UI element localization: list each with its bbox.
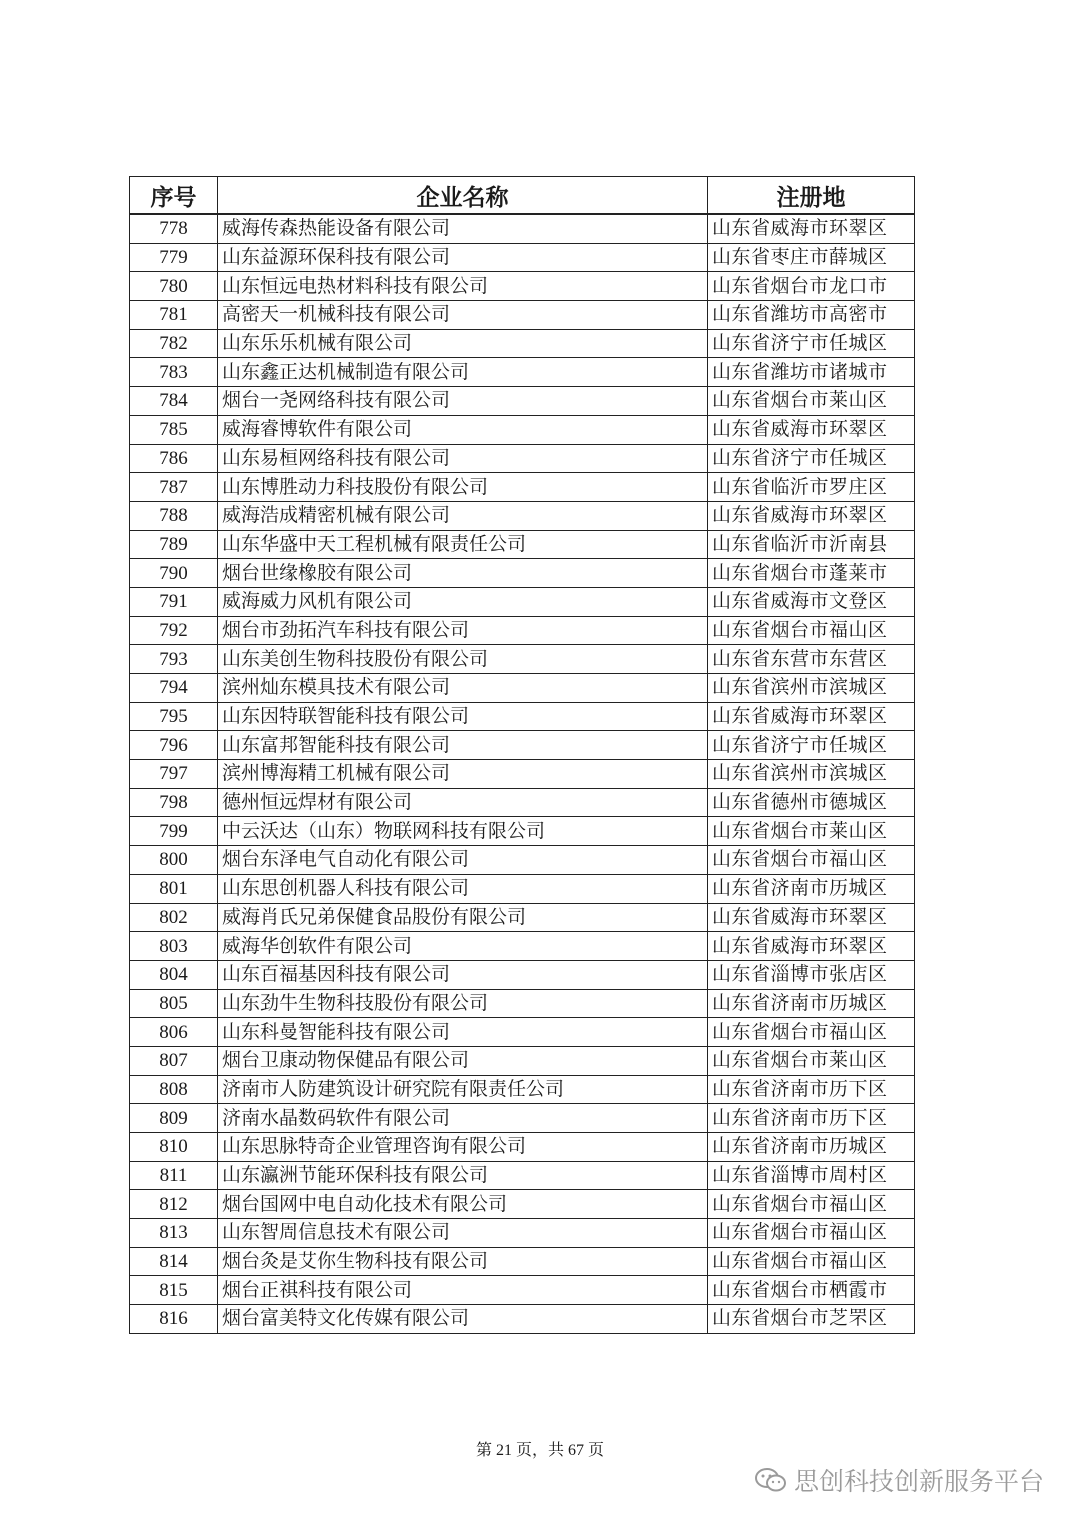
cell-registration: 山东省济宁市任城区 — [708, 329, 915, 358]
cell-registration: 山东省威海市环翠区 — [708, 415, 915, 444]
cell-registration: 山东省临沂市沂南县 — [708, 530, 915, 559]
cell-company-name: 山东百福基因科技有限公司 — [218, 960, 708, 989]
cell-seq: 790 — [130, 559, 218, 588]
table-row — [130, 1190, 915, 1219]
cell-company-name: 烟台正祺科技有限公司 — [218, 1276, 708, 1305]
cell-registration: 山东省滨州市滨城区 — [708, 760, 915, 789]
header-name: 企业名称 — [218, 177, 708, 215]
cell-company-name: 威海浩成精密机械有限公司 — [218, 501, 708, 530]
table-row — [130, 989, 915, 1018]
cell-company-name: 山东因特联智能科技有限公司 — [218, 702, 708, 731]
cell-registration: 山东省潍坊市诸城市 — [708, 358, 915, 387]
cell-seq: 809 — [130, 1104, 218, 1133]
cell-company-name: 山东科曼智能科技有限公司 — [218, 1018, 708, 1047]
page-number: 第 21 页，共 67 页 — [475, 1442, 604, 1459]
cell-registration: 山东省淄博市张店区 — [708, 960, 915, 989]
table-header-row — [130, 177, 915, 215]
cell-seq: 780 — [130, 272, 218, 301]
table-row — [130, 329, 915, 358]
table-row — [130, 1104, 915, 1133]
table-row — [130, 301, 915, 330]
table-row — [130, 846, 915, 875]
table-row — [130, 874, 915, 903]
cell-company-name: 烟台国网中电自动化技术有限公司 — [218, 1190, 708, 1219]
cell-registration: 山东省烟台市莱山区 — [708, 1046, 915, 1075]
cell-company-name: 济南市人防建筑设计研究院有限责任公司 — [218, 1075, 708, 1104]
cell-company-name: 烟台市劲拓汽车科技有限公司 — [218, 616, 708, 645]
cell-seq: 804 — [130, 960, 218, 989]
cell-company-name: 山东恒远电热材料科技有限公司 — [218, 272, 708, 301]
cell-seq: 801 — [130, 874, 218, 903]
cell-seq: 813 — [130, 1219, 218, 1248]
cell-company-name: 山东益源环保科技有限公司 — [218, 243, 708, 272]
table-row — [130, 731, 915, 760]
table-row — [130, 473, 915, 502]
cell-seq: 814 — [130, 1247, 218, 1276]
table-row — [130, 616, 915, 645]
cell-company-name: 山东劲牛生物科技股份有限公司 — [218, 989, 708, 1018]
cell-company-name: 山东思脉特奇企业管理咨询有限公司 — [218, 1133, 708, 1162]
cell-seq: 794 — [130, 674, 218, 703]
cell-seq: 808 — [130, 1075, 218, 1104]
cell-seq: 810 — [130, 1133, 218, 1162]
table-row — [130, 932, 915, 961]
table-row — [130, 559, 915, 588]
cell-registration: 山东省德州市德城区 — [708, 788, 915, 817]
cell-registration: 山东省威海市环翠区 — [708, 903, 915, 932]
cell-company-name: 济南水晶数码软件有限公司 — [218, 1104, 708, 1133]
cell-registration: 山东省烟台市莱山区 — [708, 817, 915, 846]
cell-company-name: 烟台东泽电气自动化有限公司 — [218, 846, 708, 875]
cell-company-name: 山东智周信息技术有限公司 — [218, 1219, 708, 1248]
table-row — [130, 444, 915, 473]
cell-company-name: 威海睿博软件有限公司 — [218, 415, 708, 444]
cell-registration: 山东省烟台市龙口市 — [708, 272, 915, 301]
table-row — [130, 587, 915, 616]
table-row — [130, 415, 915, 444]
cell-company-name: 山东思创机器人科技有限公司 — [218, 874, 708, 903]
table-row — [130, 1161, 915, 1190]
cell-registration: 山东省威海市环翠区 — [708, 932, 915, 961]
cell-company-name: 滨州博海精工机械有限公司 — [218, 760, 708, 789]
cell-seq: 788 — [130, 501, 218, 530]
cell-registration: 山东省威海市环翠区 — [708, 702, 915, 731]
cell-registration: 山东省烟台市福山区 — [708, 1190, 915, 1219]
cell-seq: 781 — [130, 301, 218, 330]
cell-company-name: 烟台灸是艾你生物科技有限公司 — [218, 1247, 708, 1276]
cell-seq: 796 — [130, 731, 218, 760]
table-row — [130, 1219, 915, 1248]
cell-registration: 山东省威海市环翠区 — [708, 214, 915, 243]
cell-company-name: 山东美创生物科技股份有限公司 — [218, 645, 708, 674]
cell-registration: 山东省潍坊市高密市 — [708, 301, 915, 330]
cell-company-name: 高密天一机械科技有限公司 — [218, 301, 708, 330]
table-row — [130, 1305, 915, 1334]
cell-seq: 792 — [130, 616, 218, 645]
cell-seq: 802 — [130, 903, 218, 932]
cell-company-name: 山东易桓网络科技有限公司 — [218, 444, 708, 473]
enterprise-table — [129, 176, 915, 1334]
cell-company-name: 烟台富美特文化传媒有限公司 — [218, 1305, 708, 1334]
cell-company-name: 威海华创软件有限公司 — [218, 932, 708, 961]
cell-seq: 786 — [130, 444, 218, 473]
cell-seq: 779 — [130, 243, 218, 272]
table-row — [130, 1133, 915, 1162]
cell-seq: 797 — [130, 760, 218, 789]
cell-registration: 山东省烟台市福山区 — [708, 1247, 915, 1276]
table-row — [130, 530, 915, 559]
cell-registration: 山东省临沂市罗庄区 — [708, 473, 915, 502]
table-row — [130, 387, 915, 416]
table-row — [130, 272, 915, 301]
cell-registration: 山东省济南市历城区 — [708, 874, 915, 903]
table-row — [130, 760, 915, 789]
cell-seq: 799 — [130, 817, 218, 846]
cell-seq: 795 — [130, 702, 218, 731]
cell-seq: 798 — [130, 788, 218, 817]
table-row — [130, 788, 915, 817]
cell-registration: 山东省济南市历下区 — [708, 1075, 915, 1104]
table-row — [130, 1075, 915, 1104]
table-row — [130, 817, 915, 846]
cell-seq: 815 — [130, 1276, 218, 1305]
cell-seq: 807 — [130, 1046, 218, 1075]
cell-company-name: 山东瀛洲节能环保科技有限公司 — [218, 1161, 708, 1190]
table-row — [130, 243, 915, 272]
cell-seq: 785 — [130, 415, 218, 444]
cell-seq: 778 — [130, 214, 218, 243]
cell-registration: 山东省济南市历城区 — [708, 1133, 915, 1162]
cell-registration: 山东省烟台市福山区 — [708, 1219, 915, 1248]
cell-registration: 山东省烟台市福山区 — [708, 1018, 915, 1047]
table-row — [130, 1276, 915, 1305]
table-row — [130, 501, 915, 530]
cell-company-name: 烟台世缘橡胶有限公司 — [218, 559, 708, 588]
cell-seq: 784 — [130, 387, 218, 416]
cell-company-name: 山东鑫正达机械制造有限公司 — [218, 358, 708, 387]
cell-company-name: 山东华盛中天工程机械有限责任公司 — [218, 530, 708, 559]
cell-seq: 803 — [130, 932, 218, 961]
cell-seq: 791 — [130, 587, 218, 616]
cell-company-name: 德州恒远焊材有限公司 — [218, 788, 708, 817]
cell-company-name: 中云沃达（山东）物联网科技有限公司 — [218, 817, 708, 846]
cell-registration: 山东省烟台市芝罘区 — [708, 1305, 915, 1334]
table-row — [130, 358, 915, 387]
cell-company-name: 滨州灿东模具技术有限公司 — [218, 674, 708, 703]
cell-registration: 山东省滨州市滨城区 — [708, 674, 915, 703]
cell-company-name: 威海传森热能设备有限公司 — [218, 214, 708, 243]
cell-seq: 805 — [130, 989, 218, 1018]
cell-seq: 789 — [130, 530, 218, 559]
cell-company-name: 威海肖氏兄弟保健食品股份有限公司 — [218, 903, 708, 932]
cell-seq: 806 — [130, 1018, 218, 1047]
cell-registration: 山东省济宁市任城区 — [708, 731, 915, 760]
cell-seq: 816 — [130, 1305, 218, 1334]
cell-registration: 山东省烟台市福山区 — [708, 846, 915, 875]
table-row — [130, 1247, 915, 1276]
cell-company-name: 烟台一尧网络科技有限公司 — [218, 387, 708, 416]
cell-seq: 811 — [130, 1161, 218, 1190]
table-row — [130, 214, 915, 243]
cell-registration: 山东省济南市历下区 — [708, 1104, 915, 1133]
wechat-icon — [754, 1466, 788, 1494]
cell-registration: 山东省烟台市莱山区 — [708, 387, 915, 416]
cell-registration: 山东省济宁市任城区 — [708, 444, 915, 473]
cell-seq: 787 — [130, 473, 218, 502]
header-reg: 注册地 — [708, 177, 915, 215]
cell-seq: 783 — [130, 358, 218, 387]
table-row — [130, 702, 915, 731]
table-row — [130, 645, 915, 674]
cell-company-name: 山东富邦智能科技有限公司 — [218, 731, 708, 760]
cell-registration: 山东省威海市文登区 — [708, 587, 915, 616]
table-row — [130, 1018, 915, 1047]
cell-registration: 山东省枣庄市薛城区 — [708, 243, 915, 272]
cell-seq: 782 — [130, 329, 218, 358]
cell-company-name: 山东博胜动力科技股份有限公司 — [218, 473, 708, 502]
cell-company-name: 烟台卫康动物保健品有限公司 — [218, 1046, 708, 1075]
table-row — [130, 1046, 915, 1075]
cell-seq: 793 — [130, 645, 218, 674]
table-row — [130, 960, 915, 989]
cell-seq: 812 — [130, 1190, 218, 1219]
table-row — [130, 903, 915, 932]
cell-registration: 山东省烟台市蓬莱市 — [708, 559, 915, 588]
cell-seq: 800 — [130, 846, 218, 875]
cell-company-name: 威海威力风机有限公司 — [218, 587, 708, 616]
cell-registration: 山东省烟台市福山区 — [708, 616, 915, 645]
cell-registration: 山东省淄博市周村区 — [708, 1161, 915, 1190]
cell-company-name: 山东乐乐机械有限公司 — [218, 329, 708, 358]
cell-registration: 山东省烟台市栖霞市 — [708, 1276, 915, 1305]
cell-registration: 山东省东营市东营区 — [708, 645, 915, 674]
cell-registration: 山东省威海市环翠区 — [708, 501, 915, 530]
watermark-text: 思创科技创新服务平台 — [793, 1467, 1044, 1496]
header-seq: 序号 — [130, 177, 218, 215]
table-row — [130, 674, 915, 703]
table-body — [130, 214, 915, 1333]
watermark — [754, 1462, 1044, 1498]
cell-registration: 山东省济南市历城区 — [708, 989, 915, 1018]
